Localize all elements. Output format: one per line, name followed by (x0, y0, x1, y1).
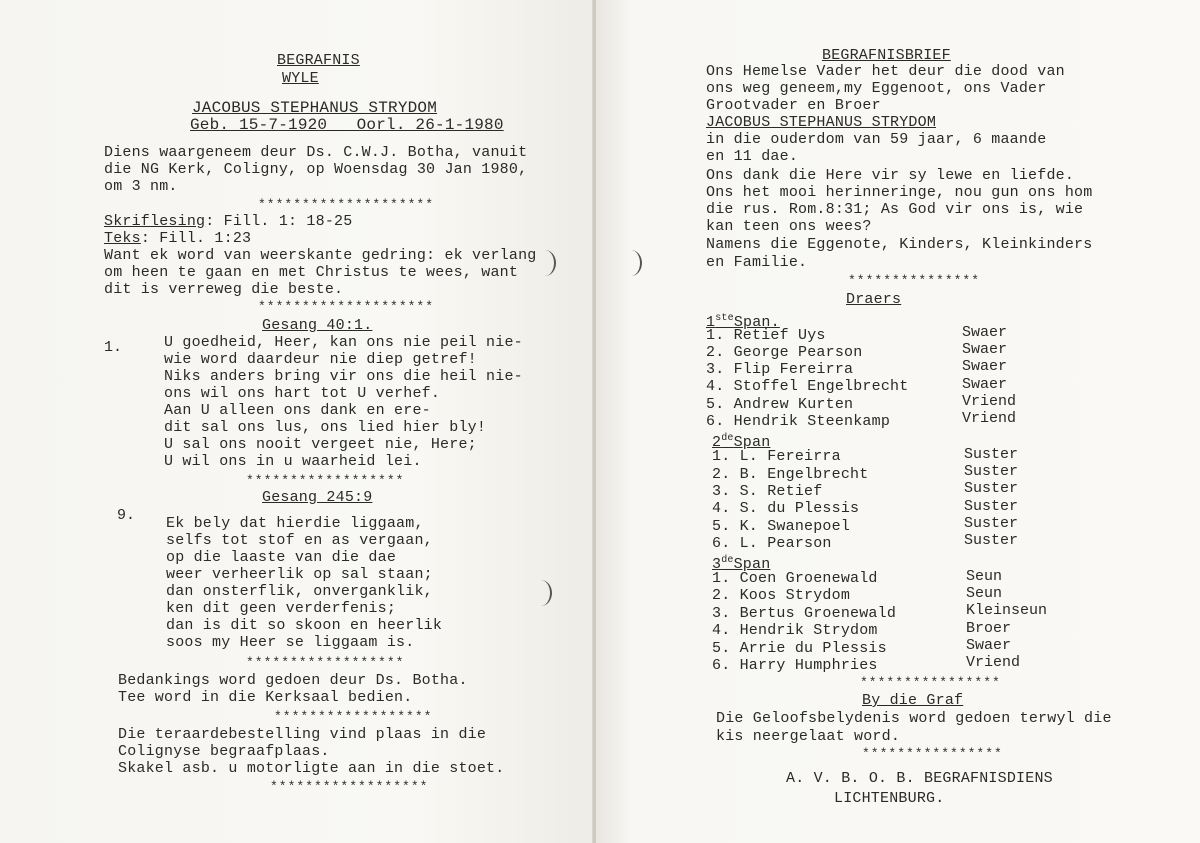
grave-line-1: Die Geloofsbelydenis word gedoen terwyl die (716, 710, 1112, 727)
bearer-relation: Kleinseun (966, 602, 1048, 619)
bearer-relation: Swaer (962, 341, 1008, 358)
service-line-1: Diens waargeneem deur Ds. C.W.J. Botha, vanuit (104, 144, 528, 161)
letter-line: ons weg geneem,my Eggenoot, ons Vader (706, 80, 1047, 97)
hymn-2-title: Gesang 245:9 (262, 489, 373, 506)
bearer-relation: Suster (964, 463, 1019, 480)
letter-line: en Familie. (706, 254, 808, 271)
hymn-1-line: wie word daardeur nie diep getref! (164, 351, 477, 368)
left-page (0, 0, 594, 843)
separator-stars: ****************** (274, 709, 433, 724)
span-3-number: 3 (712, 556, 722, 573)
deceased-name: JACOBUS STEPHANUS STRYDOM (706, 114, 937, 131)
letter-line: en 11 dae. (706, 148, 799, 165)
service-line-3: om 3 nm. (104, 178, 178, 195)
bearer-name: 4. S. du Plessis (712, 500, 860, 517)
punch-hole (534, 250, 556, 276)
separator-stars: **************** (860, 675, 1001, 690)
hymn-1-title: Gesang 40:1. (262, 317, 373, 334)
burial-line-1: Die teraardebestelling vind plaas in die (118, 726, 487, 743)
separator-stars: ******************** (258, 299, 435, 314)
bearer-name: 1. L. Fereirra (712, 448, 841, 465)
sermon-text-ref: : Fill. 1:23 (140, 230, 252, 247)
bearer-name: 6. Harry Humphries (712, 657, 878, 674)
grave-title: By die Graf (862, 692, 964, 709)
burial-line-3: Skakel asb. u motorligte aan in die stoet. (118, 760, 505, 777)
heading-begrafnis: BEGRAFNIS (277, 52, 360, 69)
hymn-2-line: soos my Heer se liggaam is. (166, 634, 415, 651)
letter-line: Ons dank die Here vir sy lewe en liefde. (706, 167, 1075, 184)
letter-line: Ons het mooi herinneringe, nou gun ons hom (706, 184, 1093, 201)
bearer-name: 3. Bertus Groenewald (712, 605, 897, 622)
separator-stars: ****************** (246, 473, 405, 488)
bearer-name: 5. K. Swanepoel (712, 518, 851, 535)
letter-line: kan teen ons wees? (706, 218, 872, 235)
bearer-relation: Swaer (962, 376, 1008, 393)
span-1-label: Span. (733, 314, 780, 331)
hymn-2-line: ken dit geen verderfenis; (166, 600, 397, 617)
bearer-relation: Vriend (966, 654, 1021, 671)
bearer-name: 2. B. Engelbrecht (712, 466, 869, 483)
punch-hole (620, 250, 642, 276)
bearer-relation: Broer (966, 620, 1012, 637)
sermon-text-label: Teks (104, 230, 141, 247)
bearer-name: 5. Andrew Kurten (706, 396, 854, 413)
bearer-name: 6. L. Pearson (712, 535, 832, 552)
deceased-name: JACOBUS STEPHANUS STRYDOM (192, 99, 438, 117)
thanks-line-1: Bedankings word gedoen deur Ds. Botha. (118, 672, 468, 689)
bearer-relation: Suster (964, 498, 1019, 515)
birth-death-dates: Geb. 15-7-1920 Oorl. 26-1-1980 (190, 116, 504, 134)
hymn-2-line: weer verheerlik op sal staan; (166, 566, 433, 583)
heading-wyle: WYLE (282, 70, 319, 87)
span-3-ordinal: de (721, 555, 734, 566)
separator-stars: ****************** (246, 655, 405, 670)
bearer-relation: Seun (966, 568, 1003, 585)
bearer-name: 3. Flip Fereirra (706, 361, 854, 378)
hymn-2-line: dan onsterflik, onverganklik, (166, 583, 433, 600)
bearers-title: Draers (846, 291, 902, 308)
bearer-relation: Suster (964, 515, 1019, 532)
bearer-name: 4. Stoffel Engelbrecht (706, 378, 909, 395)
burial-line-2: Colignyse begraafplaas. (118, 743, 330, 760)
scripture-reading-ref: : Fill. 1: 18-25 (205, 213, 353, 230)
hymn-1-line: U goedheid, Heer, kan ons nie peil nie- (164, 334, 523, 351)
hymn-1-line: U wil ons in u waarheid lei. (164, 453, 422, 470)
span-3-label: Span (733, 556, 771, 573)
span-1-ordinal: ste (715, 313, 734, 324)
separator-stars: **************** (862, 746, 1003, 761)
letter-line: Grootvader en Broer (706, 97, 881, 114)
bearer-name: 6. Hendrik Steenkamp (706, 413, 891, 430)
separator-stars: ****************** (270, 779, 429, 794)
bearer-relation: Vriend (962, 410, 1017, 427)
letter-line: Ons Hemelse Vader het deur die dood van (706, 63, 1065, 80)
bearer-relation: Swaer (962, 358, 1008, 375)
letter-line: in die ouderdom van 59 jaar, 6 maande (706, 131, 1047, 148)
span-2-ordinal: de (721, 433, 734, 444)
letter-line: Namens die Eggenote, Kinders, Kleinkinders (706, 236, 1093, 253)
bearer-relation: Suster (964, 446, 1019, 463)
service-line-2: die NG Kerk, Coligny, op Woensdag 30 Jan 1980, (104, 161, 528, 178)
grave-line-2: kis neergelaat word. (716, 728, 901, 745)
bearer-name: 4. Hendrik Strydom (712, 622, 878, 639)
funeral-home: A. V. B. O. B. BEGRAFNISDIENS (786, 770, 1053, 787)
scripture-reading-label: Skriflesing (104, 213, 206, 230)
hymn-2-verse-number: 9. (117, 507, 136, 524)
letter-line: die rus. Rom.8:31; As God vir ons is, wie (706, 201, 1084, 218)
bearer-name: 2. Koos Strydom (712, 587, 851, 604)
span-1-number: 1 (706, 314, 716, 331)
span-2-label: Span (733, 434, 771, 451)
scripture-reading (104, 213, 352, 230)
bearer-relation: Suster (964, 480, 1019, 497)
hymn-2-line: Ek bely dat hierdie liggaam, (166, 515, 424, 532)
hymn-1-verse-number: 1. (104, 339, 123, 356)
bearer-relation: Swaer (966, 637, 1012, 654)
bearer-relation: Seun (966, 585, 1003, 602)
text-body-line-3: dit is verreweg die beste. (104, 281, 344, 298)
bearer-relation: Swaer (962, 324, 1008, 341)
hymn-1-line: dit sal ons lus, ons lied hier bly! (164, 419, 487, 436)
hymn-1-line: Niks anders bring vir ons die heil nie- (164, 368, 523, 385)
thanks-line-2: Tee word in die Kerksaal bedien. (118, 689, 413, 706)
funeral-home-town: LICHTENBURG. (834, 790, 945, 807)
text-body-line-1: Want ek word van weerskante gedring: ek verlang (104, 247, 537, 264)
bearer-name: 3. S. Retief (712, 483, 823, 500)
right-page (596, 0, 1200, 843)
sermon-text (104, 230, 251, 247)
bearer-name: 1. Coen Groenewald (712, 570, 878, 587)
span-2-number: 2 (712, 434, 722, 451)
bearer-name: 1. Retief Uys (706, 327, 826, 344)
bearer-relation: Vriend (962, 393, 1017, 410)
bearer-relation: Suster (964, 532, 1019, 549)
separator-stars: *************** (848, 273, 981, 288)
hymn-1-line: Aan U alleen ons dank en ere- (164, 402, 431, 419)
punch-hole (530, 580, 552, 606)
hymn-1-line: ons wil ons hart tot U verhef. (164, 385, 441, 402)
letter-heading: BEGRAFNISBRIEF (822, 47, 951, 64)
bearer-name: 5. Arrie du Plessis (712, 640, 887, 657)
separator-stars: ******************** (258, 197, 435, 212)
hymn-2-line: selfs tot stof en as vergaan, (166, 532, 433, 549)
text-body-line-2: om heen te gaan en met Christus te wees, want (104, 264, 519, 281)
hymn-2-line: dan is dit so skoon en heerlik (166, 617, 443, 634)
bearer-name: 2. George Pearson (706, 344, 863, 361)
hymn-2-line: op die laaste van die dae (166, 549, 397, 566)
hymn-1-line: U sal ons nooit vergeet nie, Here; (164, 436, 477, 453)
